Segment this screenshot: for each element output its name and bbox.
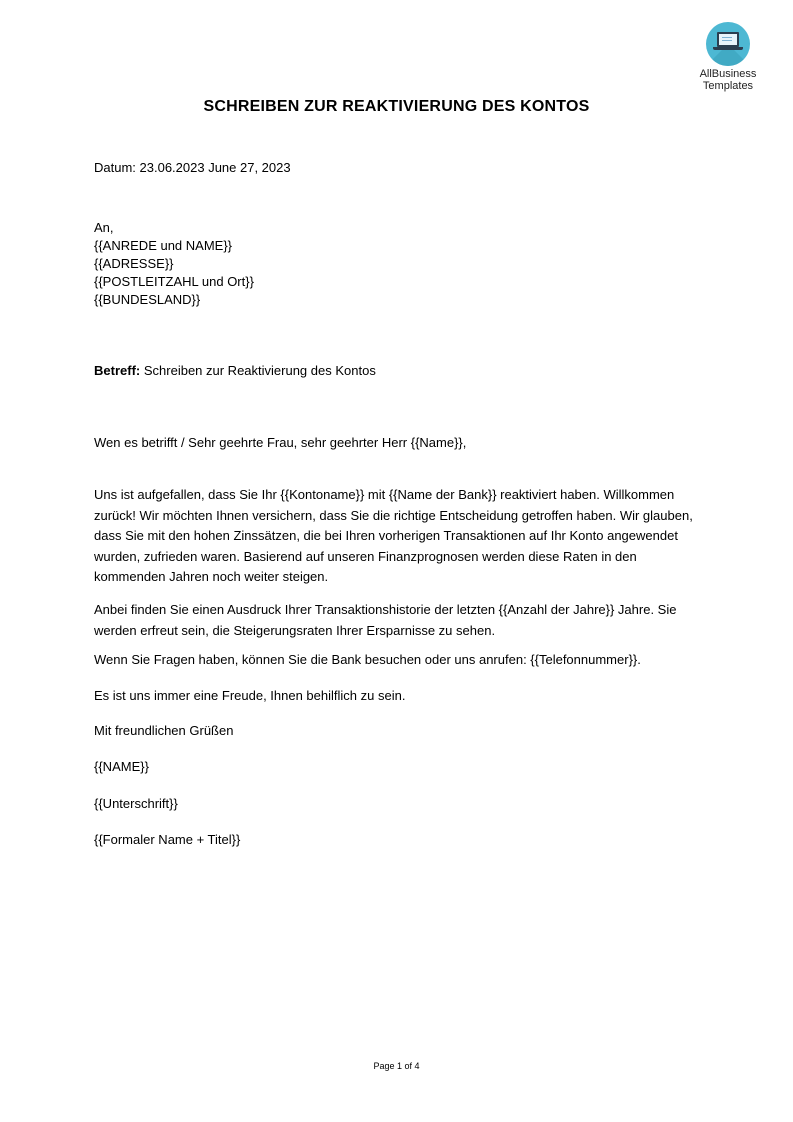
paragraph-3: Wenn Sie Fragen haben, können Sie die Bank besuchen oder uns anrufen: {{Telefonnummer}}. — [94, 652, 641, 667]
page-footer: Page 1 of 4 — [373, 1061, 420, 1071]
paragraph-4: Es ist uns immer eine Freude, Ihnen behilflich zu sein. — [94, 688, 406, 703]
logo-line-1: AllBusiness — [699, 68, 757, 80]
subject-label: Betreff: — [94, 363, 141, 378]
recipient-name: {{ANREDE und NAME}} — [94, 238, 233, 253]
logo-text — [693, 68, 763, 92]
paragraph-1: Uns ist aufgefallen, dass Sie Ihr {{Kontoname}} mit {{Name der Bank}} reaktiviert haben. Willkommen zurück! Wir möchten Ihnen versichern, dass Sie die richtige Entscheidung getroffen haben. Wir glauben, dass Sie mit den hohen Zinssätzen, die bei Ihren vorherigen Transaktionen auf Ihr Konto angewendet wurden, zufrieden waren. Basierend auf unseren Finanzprognosen werden diese Raten in den kommenden Jahren noch weiter steigen. — [94, 487, 693, 585]
subject-text: Schreiben zur Reaktivierung des Kontos — [143, 363, 376, 378]
paragraph-2: Anbei finden Sie einen Ausdruck Ihrer Transaktionshistorie der letzten {{Anzahl der Jahre}} Jahre. Sie werden erfreut sein, die Steigerungsraten Ihrer Ersparnisse zu sehen. — [94, 602, 677, 638]
laptop-icon — [706, 22, 750, 66]
document-title: SCHREIBEN ZUR REAKTIVIERUNG DES KONTOS — [203, 98, 590, 115]
recipient-state: {{BUNDESLAND}} — [94, 292, 201, 307]
salutation: Wen es betrifft / Sehr geehrte Frau, sehr geehrter Herr {{Name}}, — [94, 435, 467, 450]
logo-line-2: Templates — [702, 80, 754, 92]
date-line: Datum: 23.06.2023 June 27, 2023 — [94, 160, 291, 175]
subject-line — [94, 362, 376, 380]
allbusiness-logo — [693, 22, 763, 92]
recipient-address: {{ADRESSE}} — [94, 256, 174, 271]
closing: Mit freundlichen Grüßen — [94, 723, 234, 738]
signature-name: {{NAME}} — [94, 759, 149, 774]
recipient-block — [94, 219, 254, 309]
recipient-to: An, — [94, 220, 114, 235]
signature-formal: {{Formaler Name + Titel}} — [94, 832, 241, 847]
recipient-postal: {{POSTLEITZAHL und Ort}} — [94, 274, 254, 289]
signature-sign: {{Unterschrift}} — [94, 796, 178, 811]
